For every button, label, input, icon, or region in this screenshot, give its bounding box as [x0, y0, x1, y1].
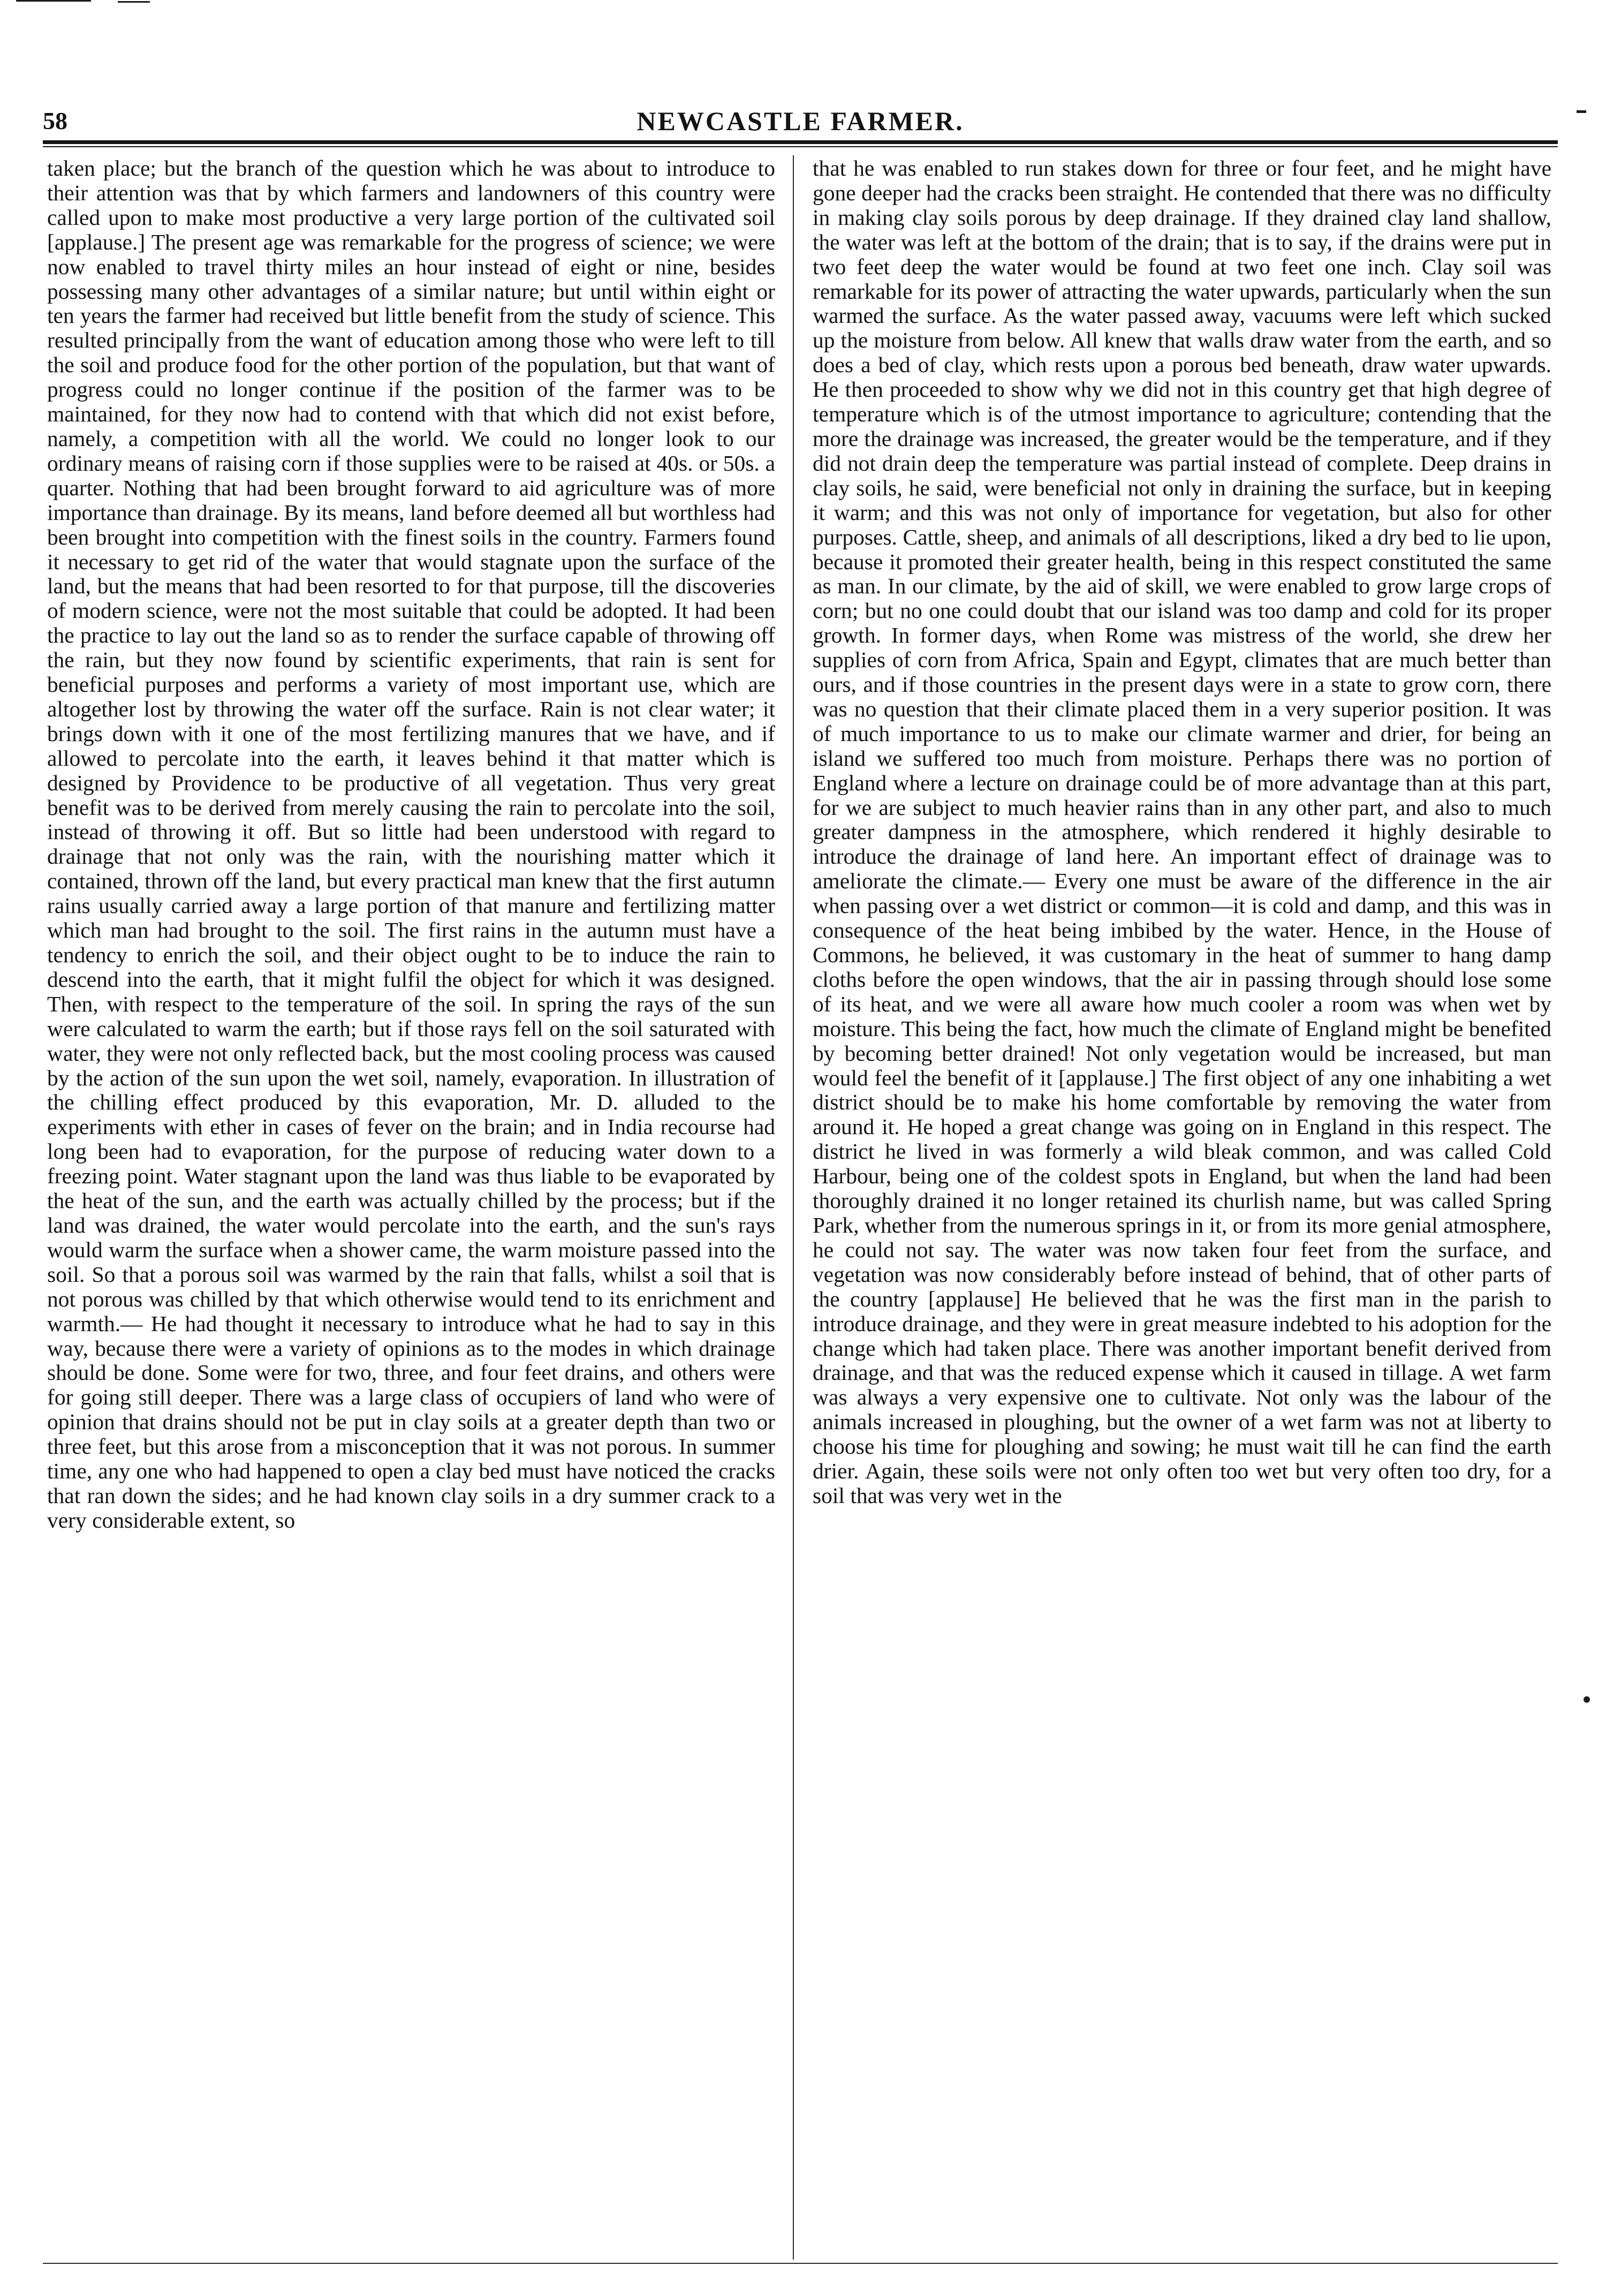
scan-artifact — [1577, 110, 1586, 113]
page-header — [43, 107, 1558, 135]
scan-artifact — [118, 1, 150, 3]
footer-rule — [43, 2263, 1558, 2264]
running-title: NEWCASTLE FARMER. — [637, 106, 964, 136]
column-divider — [793, 155, 794, 2260]
header-rule-thin — [43, 146, 1558, 147]
header-rule — [43, 140, 1558, 144]
scan-artifact — [16, 0, 91, 2]
page-number: 58 — [43, 107, 67, 134]
scan-artifact — [1584, 1696, 1590, 1703]
left-column-text: taken place; but the branch of the question which he was about to introduce to their attention was that by which farmers and landowners of this country were called upon to make most productive a very large portion of the cultivated soil [applause.] The present age was remarkable for the progress of science; we were now enabled to travel thirty miles an hour instead of eight or nine, besides possessing many other advantages of a similar nature; but until within eight or ten years the farmer had received but little benefit from the study of science. This resulted principally from the want of education among those who were left to till the soil and produce food for the other portion of the population, but that want of progress could no longer continue if the position of the farmer was to be maintained, for they now had to contend with that which did not exist before, namely, a competition with all the world. We could no longer look to our ordinary means of raising corn if those supplies were to be raised at 40s. or 50s. a quarter. Nothing that had been brought forward to aid agriculture was of more importance than drainage. By its means, land before deemed all but worthless had been brought into competition with the finest soils in the country. Farmers found it necessary to get rid of the water that would stagnate upon the surface of the land, but the means that had been resorted to for that purpose, till the discoveries of modern science, were not the most suitable that could be adopted. It had been the practice to lay out the land so as to render the surface capable of throwing off the rain, but they now found by scientific experiments, that rain is sent for beneficial purposes and performs a variety of most important use, which are altogether lost by throwing the water off the surface. Rain is not clear water; it brings down with it one of the most fertilizing manures that we have, and if allowed to percolate into the earth, it leaves behind it that matter which is designed by Providence to be productive of all vegetation. Thus very great benefit was to be derived from merely causing the rain to percolate into the soil, instead of throwing it off. But so little had been understood with regard to drainage that not only was the rain, with the nourishing matter which it contained, thrown off the land, but every practical man knew that the first autumn rains usually carried away a large portion of that manure and fertilizing matter which man had brought to the soil. The first rains in the autumn must have a tendency to enrich the soil, and their object ought to be to induce the rain to descend into the earth, that it might fulfil the object for which it was designed. Then, with respect to the temperature of the soil. In spring the rays of the sun were calculated to warm the earth; but if those rays fell on the soil saturated with water, they were not only reflected back, but the most cooling process was caused by the action of the sun upon the wet soil, namely, evaporation. In illustration of the chilling effect produced by this evaporation, Mr. D. alluded to the experiments with ether in cases of fever on the brain; and in India recourse had long been had to evaporation, for the purpose of reducing water down to a freezing point. Water stagnant upon the land was thus liable to be evaporated by the heat of the sun, and the earth was actually chilled by the process; but if the land was drained, the water would percolate into the earth, and the sun's rays would warm the surface when a shower came, the warm moisture passed into the soil. So that a porous soil was warmed by the rain that falls, whilst a soil that is not porous was chilled by that which otherwise would tend to its enrichment and warmth.— He had thought it necessary to introduce what he had to say in this way, because there were a variety of opinions as to the modes in which drainage should be done. Some were for two, three, and four feet drains, and others were for going still deeper. There was a large class of occupiers of land who were of opinion that drains should not be put in clay soils at a greater depth than two or three feet, but this arose from a misconception that it was not porous. In summer time, any one who had happened to open a clay bed must have noticed the cracks that ran down the sides; and he had known clay soils in a dry summer crack to a very considerable extent, so — [47, 156, 775, 1532]
right-column-text: that he was enabled to run stakes down for three or four feet, and he might have gone deeper had the cracks been straight. He contended that there was no difficulty in making clay soils porous by deep drainage. If they drained clay land shallow, the water was left at the bottom of the drain; that is to say, if the drains were put in two feet deep the water would be found at two feet one inch. Clay soil was remarkable for its power of attracting the water upwards, particularly when the sun warmed the surface. As the water passed away, vacuums were left which sucked up the moisture from below. All knew that walls draw water from the earth, and so does a bed of clay, which rests upon a porous bed beneath, draw water upwards. He then proceeded to show why we did not in this country get that high degree of temperature which is of the utmost importance to agriculture; contending that the more the drainage was increased, the greater would be the temperature, and if they did not drain deep the temperature was partial instead of complete. Deep drains in clay soils, he said, were beneficial not only in draining the surface, but in keeping it warm; and this was not only of importance for vegetation, but also for other purposes. Cattle, sheep, and animals of all descriptions, liked a dry bed to lie upon, because it promoted their greater health, being in this respect constituted the same as man. In our climate, by the aid of skill, we were enabled to grow large crops of corn; but no one could doubt that our island was too damp and cold for its proper growth. In former days, when Rome was mistress of the world, she drew her supplies of corn from Africa, Spain and Egypt, climates that are much better than ours, and if those countries in the present days were in a state to grow corn, there was no question that their climate placed them in a very superior position. It was of much importance to us to make our climate warmer and drier, for being an island we suffered too much from moisture. Perhaps there was no portion of England where a lecture on drainage could be of more advantage than at this part, for we are subject to much heavier rains than in any other part, and also to much greater dampness in the atmosphere, which rendered it highly desirable to introduce the drainage of land here. An important effect of drainage was to ameliorate the climate.— Every one must be aware of the difference in the air when passing over a wet district or common—it is cold and damp, and this was in consequence of the heat being imbibed by the water. Hence, in the House of Commons, he believed, it was customary in the heat of summer to hang damp cloths before the open windows, that the air in passing through should lose some of its heat, and we were all aware how much cooler a room was when wet by moisture. This being the fact, how much the climate of England might be benefited by becoming better drained! Not only vegetation would be increased, but man would feel the benefit of it [applause.] The first object of any one inhabiting a wet district should be to make his home comfortable by removing the water from around it. He hoped a great change was going on in England in this respect. The district he lived in was formerly a wild bleak common, and was called Cold Harbour, being one of the coldest spots in England, but when the land had been thoroughly drained it no longer retained its churlish name, but was called Spring Park, whether from the numerous springs in it, or from its more genial atmosphere, he could not say. The water was now taken four feet from the surface, and vegetation was now considerably before instead of behind, that of other parts of the country [applause] He believed that he was the first man in the parish to introduce drainage, and they were in great measure indebted to his adoption for the change which had taken place. There was another important benefit derived from drainage, and that was the reduced expense which it caused in tillage. A wet farm was always a very expensive one to cultivate. Not only was the labour of the animals increased in ploughing, but the owner of a wet farm was not at liberty to choose his time for ploughing and sowing; he must wait till he can find the earth drier. Again, these soils were not only often too wet but very often too dry, for a soil that was very wet in the — [813, 156, 1551, 1508]
